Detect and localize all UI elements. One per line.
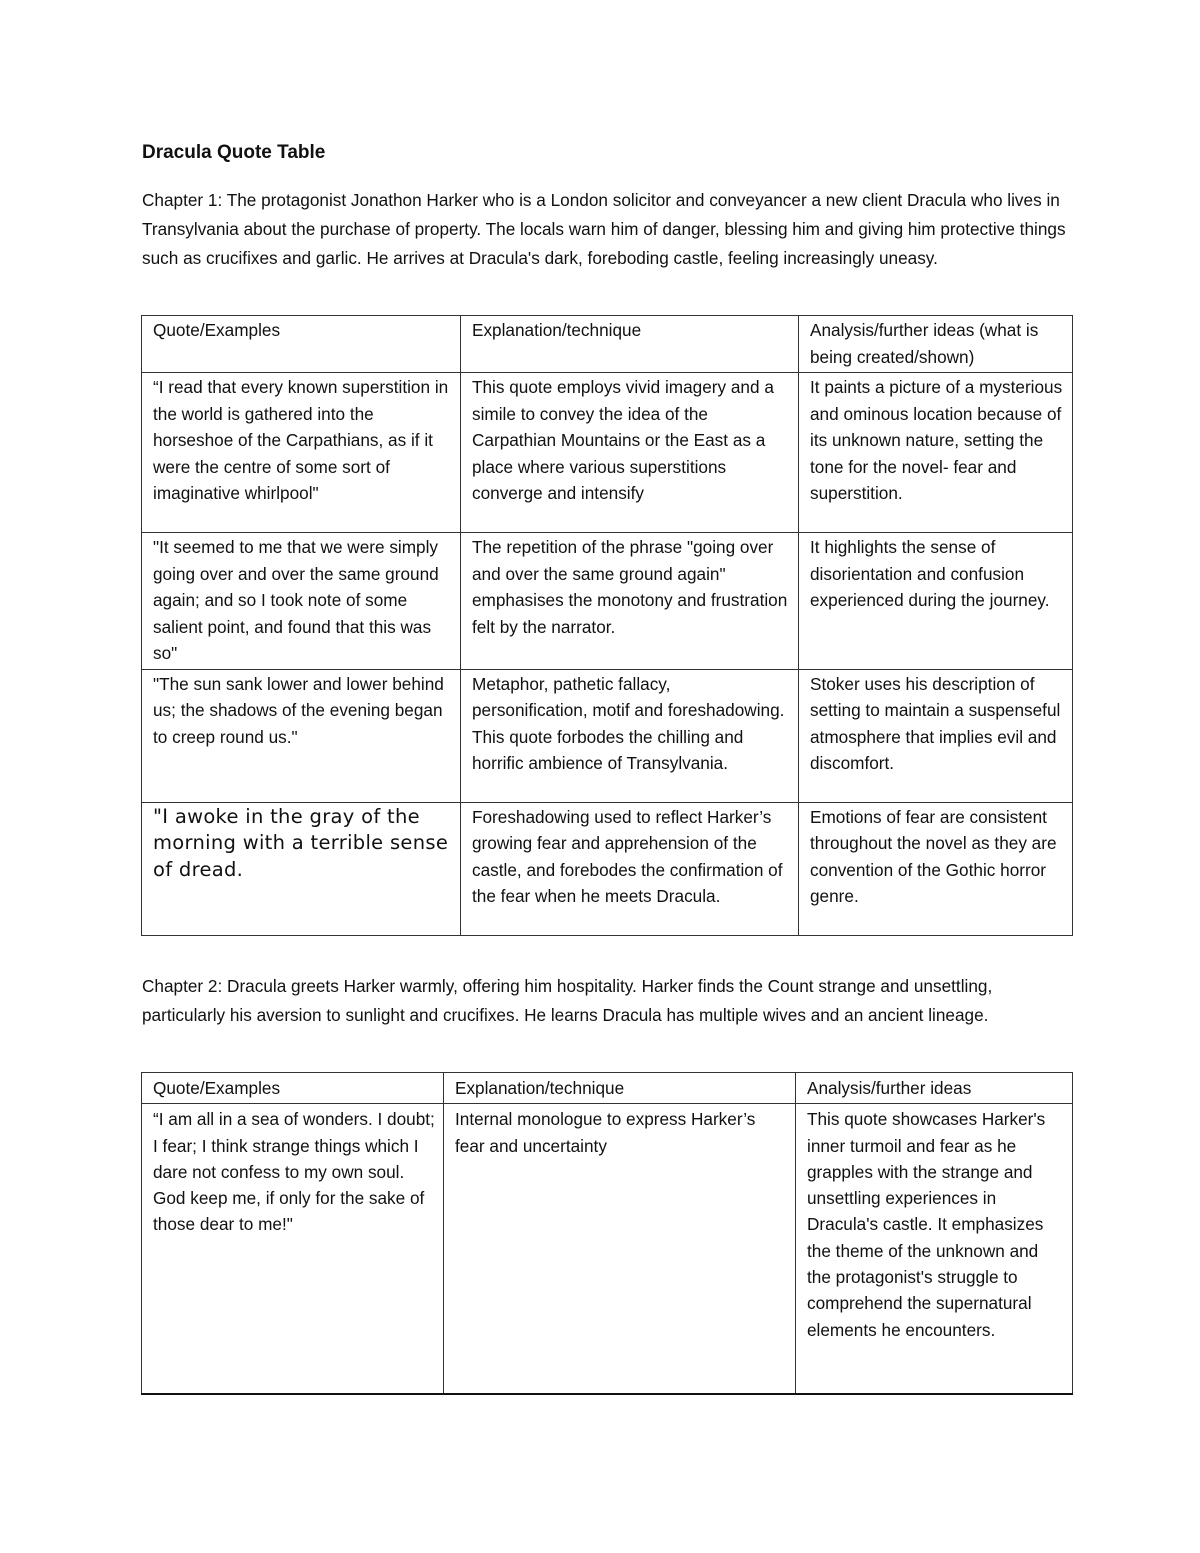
table-row — [142, 533, 1073, 670]
explanation-cell: Metaphor, pathetic fallacy, personification, motif and foreshadowing. This quote forbodes the chilling and horrific ambience of Transylvania. — [461, 669, 799, 802]
page-title: Dracula Quote Table — [142, 142, 326, 163]
table-row — [142, 373, 1073, 533]
quote-cell: “I read that every known superstition in the world is gathered into the horseshoe of the Carpathians, as if it were the centre of some sort of imaginative whirlpool" — [142, 373, 461, 533]
table-row — [142, 802, 1073, 935]
analysis-cell: It highlights the sense of disorientation and confusion experienced during the journey. — [799, 533, 1073, 670]
chapter-1-summary: Chapter 1: The protagonist Jonathon Harker who is a London solicitor and conveyancer a new client Dracula who lives in Transylvania about the purchase of property. The locals warn him of danger, blessing him and giving him protective things such as crucifixes and garlic. He arrives at Dracula's dark, foreboding castle, feeling increasingly uneasy. — [142, 190, 1066, 268]
quote-cell: "The sun sank lower and lower behind us; the shadows of the evening began to creep round us." — [142, 669, 461, 802]
table-header-row — [142, 316, 1073, 373]
table-row — [142, 669, 1073, 802]
table-header-row — [142, 1073, 1073, 1104]
header-analysis: Analysis/further ideas (what is being created/shown) — [799, 316, 1073, 373]
explanation-cell: Internal monologue to express Harker’s fear and uncertainty — [444, 1104, 796, 1394]
table-row — [142, 1104, 1073, 1394]
analysis-cell: Emotions of fear are consistent throughout the novel as they are convention of the Gothic horror genre. — [799, 802, 1073, 935]
analysis-cell: Stoker uses his description of setting to maintain a suspenseful atmosphere that implies evil and discomfort. — [799, 669, 1073, 802]
analysis-cell: It paints a picture of a mysterious and ominous location because of its unknown nature, setting the tone for the novel- fear and superstition. — [799, 373, 1073, 533]
explanation-cell: Foreshadowing used to reflect Harker’s growing fear and apprehension of the castle, and forebodes the confirmation of the fear when he meets Dracula. — [461, 802, 799, 935]
chapter-1-quote-table — [141, 315, 1073, 936]
header-quote: Quote/Examples — [142, 1073, 444, 1104]
header-quote: Quote/Examples — [142, 316, 461, 373]
quote-cell: "It seemed to me that we were simply going over and over the same ground again; and so I took note of some salient point, and found that this was so" — [142, 533, 461, 670]
quote-text: "I awoke in the gray of the morning with a terrible sense of dread. — [153, 804, 449, 881]
chapter-2-quote-table — [141, 1072, 1073, 1395]
quote-cell — [142, 802, 461, 935]
quote-cell: “I am all in a sea of wonders. I doubt; I fear; I think strange things which I dare not confess to my own soul. God keep me, if only for the sake of those dear to me!" — [142, 1104, 444, 1394]
header-explanation: Explanation/technique — [461, 316, 799, 373]
chapter-2-summary: Chapter 2: Dracula greets Harker warmly, offering him hospitality. Harker finds the Count strange and unsettling, particularly his aversion to sunlight and crucifixes. He learns Dracula has multiple wives and an ancient lineage. — [142, 976, 993, 1025]
header-explanation: Explanation/technique — [444, 1073, 796, 1104]
explanation-cell: This quote employs vivid imagery and a simile to convey the idea of the Carpathian Mountains or the East as a place where various superstitions converge and intensify — [461, 373, 799, 533]
explanation-cell: The repetition of the phrase "going over and over the same ground again" emphasises the monotony and frustration felt by the narrator. — [461, 533, 799, 670]
analysis-cell: This quote showcases Harker's inner turmoil and fear as he grapples with the strange and unsettling experiences in Dracula's castle. It emphasizes the theme of the unknown and the protagonist's struggle to comprehend the supernatural elements he encounters. — [796, 1104, 1073, 1394]
header-analysis: Analysis/further ideas — [796, 1073, 1073, 1104]
